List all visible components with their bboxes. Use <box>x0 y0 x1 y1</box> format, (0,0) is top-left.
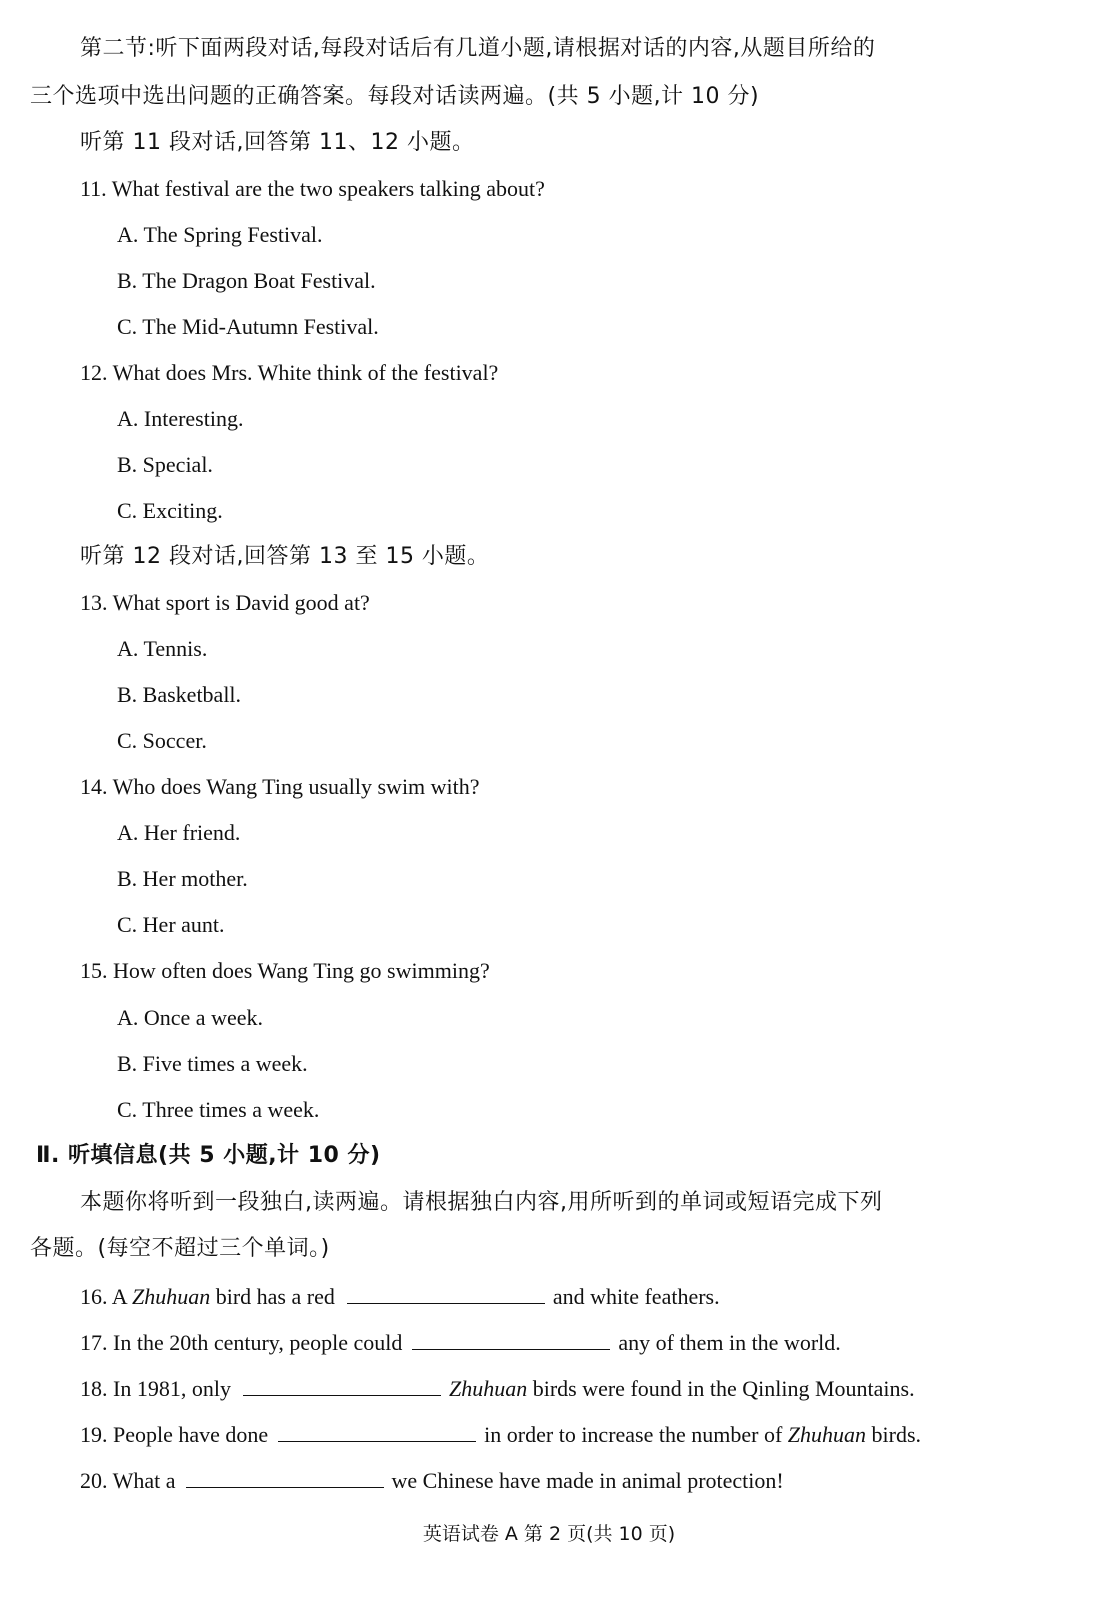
item-19-italic-term: Zhuhuan <box>787 1422 867 1447</box>
dialogue-12-note: 听第 12 段对话,回答第 13 至 15 小题。 <box>80 544 490 569</box>
question-13-option-a: A. Tennis. <box>117 636 208 661</box>
item-20-text-before: 20. What a <box>80 1468 176 1493</box>
item-17-text-before: 17. In the 20th century, people could <box>80 1330 403 1355</box>
section2-instruction-line1: 第二节:听下面两段对话,每段对话后有几道小题,请根据对话的内容,从题目所给的 <box>80 36 876 61</box>
item-16-italic-term: Zhuhuan <box>131 1284 211 1309</box>
item-20-answer-blank[interactable] <box>186 1465 384 1488</box>
item-19-answer-blank[interactable] <box>278 1419 476 1442</box>
item-18-answer-blank[interactable] <box>243 1373 441 1396</box>
question-14-option-c: C. Her aunt. <box>117 912 225 937</box>
question-11-option-c: C. The Mid-Autumn Festival. <box>117 314 379 339</box>
question-15-option-b: B. Five times a week. <box>117 1051 308 1076</box>
question-11-option-b: B. The Dragon Boat Festival. <box>117 268 376 293</box>
item-17-answer-blank[interactable] <box>412 1327 610 1350</box>
section2-instruction-line2: 三个选项中选出问题的正确答案。每段对话读两遍。(共 5 小题,计 10 分) <box>30 84 760 109</box>
question-15: 15. How often does Wang Ting go swimming? <box>80 958 490 983</box>
item-18-text-before: 18. In 1981, only <box>80 1376 231 1401</box>
question-14-option-b: B. Her mother. <box>117 866 248 891</box>
question-12-option-b: B. Special. <box>117 452 213 477</box>
question-11: 11. What festival are the two speakers talking about? <box>80 176 545 201</box>
question-12: 12. What does Mrs. White think of the festival? <box>80 360 499 385</box>
item-16-text-before: 16. A <box>80 1284 132 1309</box>
item-19-text-before: 19. People have done <box>80 1422 269 1447</box>
part2-instruction-line1: 本题你将听到一段独白,读两遍。请根据独白内容,用所听到的单词或短语完成下列 <box>80 1190 883 1215</box>
dialogue-11-note: 听第 11 段对话,回答第 11、12 小题。 <box>80 130 475 155</box>
question-13-option-b: B. Basketball. <box>117 682 242 707</box>
part2-heading: Ⅱ. 听填信息(共 5 小题,计 10 分) <box>36 1143 381 1168</box>
question-12-option-a: A. Interesting. <box>117 406 244 431</box>
item-16-answer-blank[interactable] <box>347 1281 545 1304</box>
page-footer: 英语试卷 A 第 2 页(共 10 页) <box>422 1523 676 1545</box>
item-16-text-after: and white feathers. <box>552 1284 720 1309</box>
item-20-text-after: we Chinese have made in animal protection! <box>391 1468 784 1493</box>
fill-item-17 <box>80 1327 841 1358</box>
item-16-text-mid: bird has a red <box>210 1284 335 1309</box>
question-13-option-c: C. Soccer. <box>117 728 207 753</box>
part2-instruction-line2: 各题。(每空不超过三个单词。) <box>30 1236 330 1261</box>
question-12-option-c: C. Exciting. <box>117 498 223 523</box>
item-18-italic-term: Zhuhuan <box>448 1376 528 1401</box>
question-14: 14. Who does Wang Ting usually swim with? <box>80 774 480 799</box>
item-17-text-after: any of them in the world. <box>618 1330 841 1355</box>
fill-item-16 <box>80 1281 720 1312</box>
question-15-option-c: C. Three times a week. <box>117 1097 320 1122</box>
item-19-text-end: birds. <box>866 1422 922 1447</box>
question-14-option-a: A. Her friend. <box>117 820 241 845</box>
item-18-text-after: birds were found in the Qinling Mountains. <box>527 1376 915 1401</box>
fill-item-18 <box>80 1373 915 1404</box>
question-11-option-a: A. The Spring Festival. <box>117 222 323 247</box>
question-15-option-a: A. Once a week. <box>117 1005 263 1030</box>
question-13: 13. What sport is David good at? <box>80 590 370 615</box>
fill-item-19 <box>80 1419 921 1450</box>
item-19-text-after: in order to increase the number of <box>484 1422 788 1447</box>
fill-item-20 <box>80 1465 784 1496</box>
